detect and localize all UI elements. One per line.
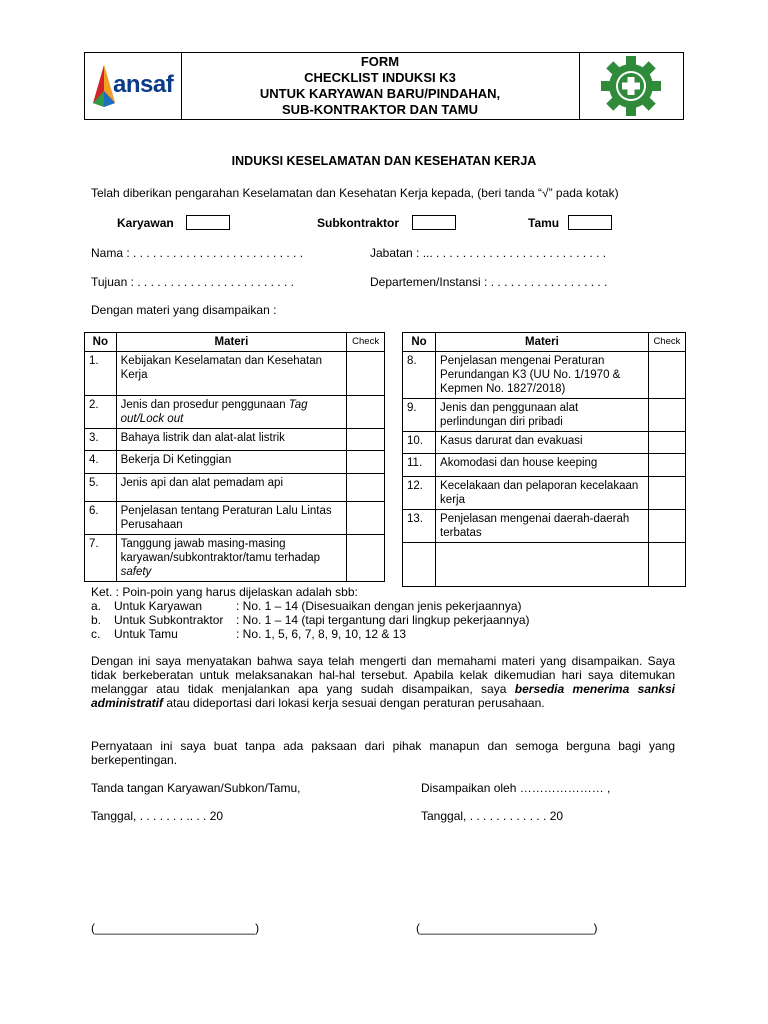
form-title-line: SUB-KONTRAKTOR DAN TAMU xyxy=(282,102,478,117)
row-no: 4. xyxy=(85,451,117,474)
subkontraktor-label: Subkontraktor xyxy=(317,216,400,230)
row-no: 3. xyxy=(85,429,117,451)
row-materi xyxy=(436,543,649,587)
col-materi: Materi xyxy=(116,333,347,352)
table-row xyxy=(403,432,686,454)
row-materi-italic: Tag out/Lock out xyxy=(120,399,308,425)
materi-table-left xyxy=(84,332,385,582)
col-check: Check xyxy=(347,333,385,352)
subkontraktor-checkbox[interactable] xyxy=(412,215,456,230)
row-materi-italic: safety xyxy=(120,566,152,578)
section-title: INDUKSI KESELAMATAN DAN KESEHATAN KERJA xyxy=(231,154,537,168)
row-materi xyxy=(116,396,347,429)
ket-letter: a. xyxy=(91,599,102,613)
col-no: No xyxy=(403,333,436,352)
table-row xyxy=(403,352,686,399)
row-check-cell[interactable] xyxy=(347,396,385,429)
table-row xyxy=(85,502,385,535)
row-check-cell[interactable] xyxy=(347,429,385,451)
row-no: 13. xyxy=(403,510,436,543)
form-title xyxy=(181,53,580,119)
row-materi: Bahaya listrik dan alat-alat listrik xyxy=(116,429,347,451)
ket-letter: b. xyxy=(91,613,102,627)
table-row xyxy=(403,477,686,510)
row-check-cell[interactable] xyxy=(648,477,685,510)
row-check-cell[interactable] xyxy=(648,543,685,587)
row-no: 11. xyxy=(403,454,436,477)
row-check-cell[interactable] xyxy=(648,454,685,477)
row-materi: Bekerja Di Ketinggian xyxy=(116,451,347,474)
statement-text: Dengan ini saya menyatakan bahwa saya telah mengerti dan memahami materi yang disampaikan. Saya tidak berkeberatan untuk melaksanakan hal-hal tersebut. Apabila kelak dikemudian hari saya ditemukan melanggar atau tidak menjalankan apa yang sudah disampaikan, saya xyxy=(91,654,675,696)
row-check-cell[interactable] xyxy=(347,451,385,474)
row-materi: Penjelasan tentang Peraturan Lalu Lintas Perusahaan xyxy=(116,502,347,535)
col-no: No xyxy=(85,333,117,352)
row-materi: Penjelasan mengenai daerah-daerah terbatas xyxy=(436,510,649,543)
ket-label: Untuk Karyawan xyxy=(114,599,203,613)
signature-left-label: Tanda tangan Karyawan/Subkon/Tamu, xyxy=(91,781,301,795)
row-no: 6. xyxy=(85,502,117,535)
col-check: Check xyxy=(648,333,685,352)
materi-table-right xyxy=(402,332,686,587)
row-check-cell[interactable] xyxy=(347,474,385,502)
row-materi-text: Tanggung jawab masing-masing karyawan/subkontraktor/tamu terhadap xyxy=(120,538,321,564)
row-no: 12. xyxy=(403,477,436,510)
form-title-line: CHECKLIST INDUKSI K3 xyxy=(304,70,456,85)
tamu-label: Tamu xyxy=(528,216,560,230)
materi-intro: Dengan materi yang disampaikan : xyxy=(91,303,277,317)
statement-emphasis: bersedia menerima sanksi administratif xyxy=(91,682,675,710)
row-no: 8. xyxy=(403,352,436,399)
tujuan-field[interactable]: Tujuan : . . . . . . . . . . . . . . . . . . . . . . . . xyxy=(91,275,294,289)
signature-right-label[interactable]: Disampaikan oleh ………………… , xyxy=(421,781,611,795)
row-materi: Kasus darurat dan evakuasi xyxy=(436,432,649,454)
table-row xyxy=(403,510,686,543)
ket-label: Untuk Subkontraktor xyxy=(114,613,224,627)
row-check-cell[interactable] xyxy=(648,510,685,543)
intro-text: Telah diberikan pengarahan Keselamatan dan Kesehatan Kerja kepada, (beri tanda “√” pada kotak) xyxy=(91,186,619,200)
ket-value: : No. 1, 5, 6, 7, 8, 9, 10, 12 & 13 xyxy=(236,627,407,641)
safety-gear-cross-icon xyxy=(600,55,662,117)
row-check-cell[interactable] xyxy=(648,399,685,432)
row-materi xyxy=(116,535,347,582)
ket-title: Ket. : Poin-poin yang harus dijelaskan adalah sbb: xyxy=(91,585,358,599)
row-no: 7. xyxy=(85,535,117,582)
ket-value: : No. 1 – 14 (Disesuaikan dengan jenis pekerjaannya) xyxy=(236,599,522,613)
row-no: 1. xyxy=(85,352,117,396)
row-no xyxy=(403,543,436,587)
row-check-cell[interactable] xyxy=(347,352,385,396)
row-check-cell[interactable] xyxy=(648,432,685,454)
ket-label: Untuk Tamu xyxy=(114,627,178,641)
table-row xyxy=(85,451,385,474)
form-header xyxy=(84,52,684,120)
signature-right-date[interactable]: Tanggal, . . . . . . . . . . . . 20 xyxy=(421,809,564,823)
ket-value: : No. 1 – 14 (tapi tergantung dari lingkup pekerjaannya) xyxy=(236,613,530,627)
row-materi: Kecelakaan dan pelaporan kecelakaan kerja xyxy=(436,477,649,510)
form-title-line: UNTUK KARYAWAN BARU/PINDAHAN, xyxy=(259,86,501,101)
row-no: 5. xyxy=(85,474,117,502)
row-materi: Akomodasi dan house keeping xyxy=(436,454,649,477)
ket-letter: c. xyxy=(91,627,101,641)
row-check-cell[interactable] xyxy=(347,502,385,535)
row-no: 9. xyxy=(403,399,436,432)
karyawan-checkbox[interactable] xyxy=(186,215,230,230)
row-materi-text: Jenis dan prosedur penggunaan xyxy=(120,399,289,411)
nama-field[interactable]: Nama : . . . . . . . . . . . . . . . . . . . . . . . . . . xyxy=(91,246,304,260)
signature-left-line[interactable]: (________________________) xyxy=(91,921,260,935)
table-row xyxy=(403,543,686,587)
safety-icon-cell xyxy=(579,53,683,119)
row-materi: Jenis dan penggunaan alat perlindungan diri pribadi xyxy=(436,399,649,432)
row-check-cell[interactable] xyxy=(648,352,685,399)
row-materi: Jenis api dan alat pemadam api xyxy=(116,474,347,502)
row-materi: Kebijakan Keselamatan dan Kesehatan Kerja xyxy=(116,352,347,396)
statement2-paragraph: Pernyataan ini saya buat tanpa ada paksaan dari pihak manapun dan semoga berguna bagi yang berkepentingan. xyxy=(91,739,675,767)
logo-text: ansaf xyxy=(113,71,174,98)
table-row xyxy=(403,399,686,432)
row-materi: Penjelasan mengenai Peraturan Perundangan K3 (UU No. 1/1970 & Kepmen No. 1827/2018) xyxy=(436,352,649,399)
logo-cell xyxy=(85,53,182,119)
row-no: 10. xyxy=(403,432,436,454)
form-title-line: FORM xyxy=(360,54,400,69)
statement-paragraph xyxy=(91,654,675,710)
col-materi: Materi xyxy=(436,333,649,352)
table-row xyxy=(85,352,385,396)
table-row xyxy=(85,396,385,429)
signature-right-line[interactable]: (__________________________) xyxy=(416,921,598,935)
statement-text-end: atau dideportasi dari lokasi kerja sesuai dengan peraturan perusahaan. xyxy=(163,696,545,710)
signature-left-date[interactable]: Tanggal, . . . . . . . .. . . 20 xyxy=(91,809,224,823)
jabatan-field[interactable]: Jabatan : ... . . . . . . . . . . . . . . . . . . . . . . . . . . xyxy=(370,246,607,260)
row-check-cell[interactable] xyxy=(347,535,385,582)
table-row xyxy=(85,474,385,502)
tamu-checkbox[interactable] xyxy=(568,215,612,230)
departemen-field[interactable]: Departemen/Instansi : . . . . . . . . . . . . . . . . . . xyxy=(370,275,608,289)
karyawan-label: Karyawan xyxy=(117,216,174,230)
table-row xyxy=(85,535,385,582)
table-row xyxy=(85,429,385,451)
table-row xyxy=(403,454,686,477)
row-no: 2. xyxy=(85,396,117,429)
